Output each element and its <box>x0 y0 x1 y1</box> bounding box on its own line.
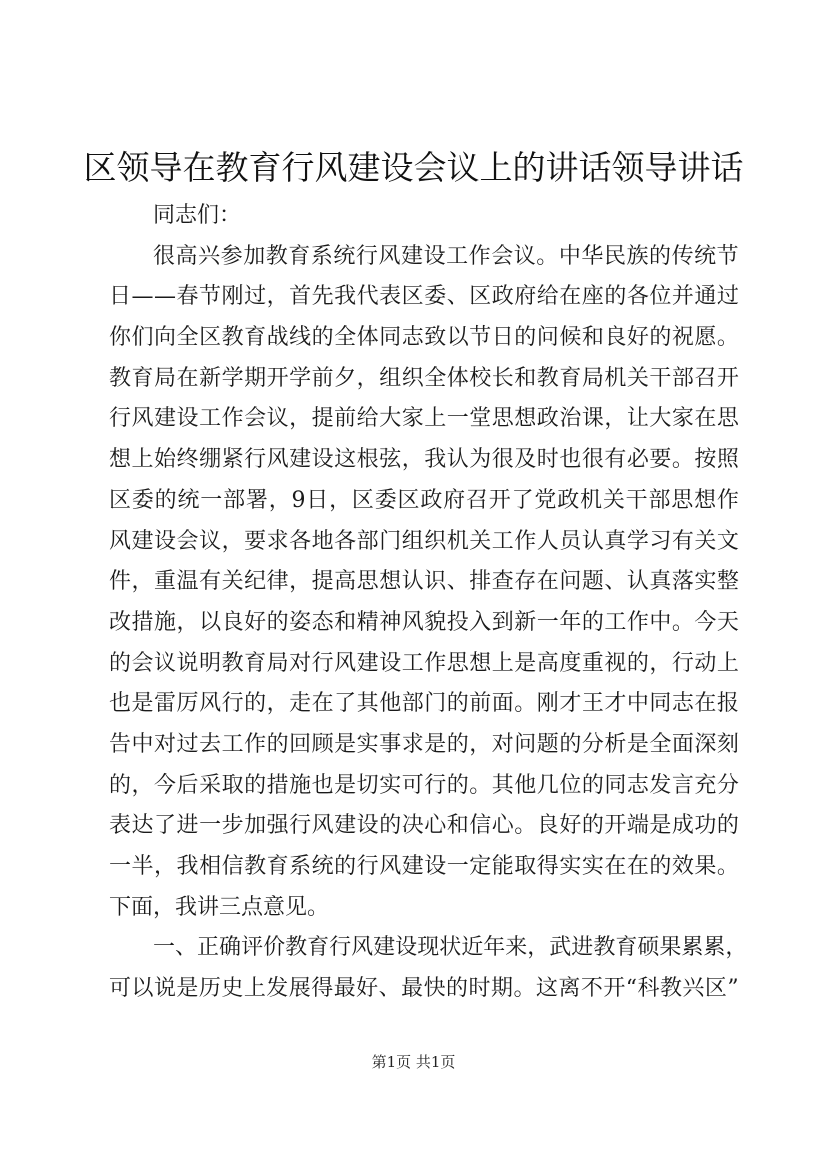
document-title: 区领导在教育行风建设会议上的讲话领导讲话 <box>83 148 744 187</box>
text-line: 下面，我讲三点意见。 <box>109 894 330 920</box>
text-line: 告 中 对 过 去 工 作 的 回 顾 是 实 事 求 是 的 ， 对 问 题 的 分 析 是 全 面 深 刻 <box>109 731 739 757</box>
text-line: 同志们： <box>153 203 242 228</box>
text-line: 表 达 了 进 一 步 加 强 行 风 建 设 的 决 心 和 信 心 。 良 好 的 开 端 是 成 功 的 <box>109 813 739 839</box>
text-line: 一 半 ， 我 相 信 教 育 系 统 的 行 风 建 设 一 定 能 取 得 实 实 在 在 的 效 果 。 <box>109 854 739 879</box>
text-line: 你 们 向 全 区 教 育 战 线 的 全 体 同 志 致 以 节 日 的 问 候 和 良 好 的 祝 愿 。 <box>109 325 739 351</box>
text-line: 的 会 议 说 明 教 育 局 对 行 风 建 设 工 作 思 想 上 是 高 度 重 视 的 ， 行 动 上 <box>109 650 739 676</box>
text-line: 可 以 说 是 历 史 上 发 展 得 最 好 、 最 快 的 时 期 。 这 离 不 开 “ 科 教 兴 区 ” <box>109 976 739 1002</box>
text-line: 一 、 正 确 评 价 教 育 行 风 建 设 现 状 近 年 来 ， 武 进 教 育 硕 果 累 累 ， <box>153 935 748 961</box>
text-line: 想 上 始 终 绷 紧 行 风 建 设 这 根 弦 ， 我 认 为 很 及 时 也 很 有 必 要 。 按 照 <box>109 447 739 473</box>
text-line: 教 育 局 在 新 学 期 开 学 前 夕 ， 组 织 全 体 校 长 和 教 育 局 机 关 干 部 召 开 <box>109 365 739 391</box>
text-line: 区 委 的 统 一 部 署 ， 9 日 ， 区 委 区 政 府 召 开 了 党 政 机 关 干 部 思 想 作 <box>109 487 739 513</box>
text-line: 改 措 施 ， 以 良 好 的 姿 态 和 精 神 风 貌 投 入 到 新 一 年 的 工 作 中 。 今 天 <box>109 609 739 635</box>
text-line: 行 风 建 设 工 作 会 议 ， 提 前 给 大 家 上 一 堂 思 想 政 治 课 ， 让 大 家 在 思 <box>109 406 739 432</box>
text-line: 日 — — 春 节 刚 过 ， 首 先 我 代 表 区 委 、 区 政 府 给 在 座 的 各 位 并 通 过 <box>109 284 739 310</box>
text-line: 的 ， 今 后 采 取 的 措 施 也 是 切 实 可 行 的 。 其 他 几 位 的 同 志 发 言 充 分 <box>109 772 739 798</box>
text-line: 也 是 雷 厉 风 行 的 ， 走 在 了 其 他 部 门 的 前 面 。 刚 才 王 才 中 同 志 在 报 <box>109 691 739 717</box>
text-line: 件 ， 重 温 有 关 纪 律 ， 提 高 思 想 认 识 、 排 查 存 在 问 题 、 认 真 落 实 整 <box>109 569 739 595</box>
page-footer: 第1页 共1页 <box>371 1053 456 1071</box>
text-line: 很 高 兴 参 加 教 育 系 统 行 风 建 设 工 作 会 议 。 中 华 民 族 的 传 统 节 <box>153 243 739 269</box>
document-body <box>109 196 748 1010</box>
text-line: 风 建 设 会 议 ， 要 求 各 地 各 部 门 组 织 机 关 工 作 人 员 认 真 学 习 有 关 文 <box>109 528 739 554</box>
